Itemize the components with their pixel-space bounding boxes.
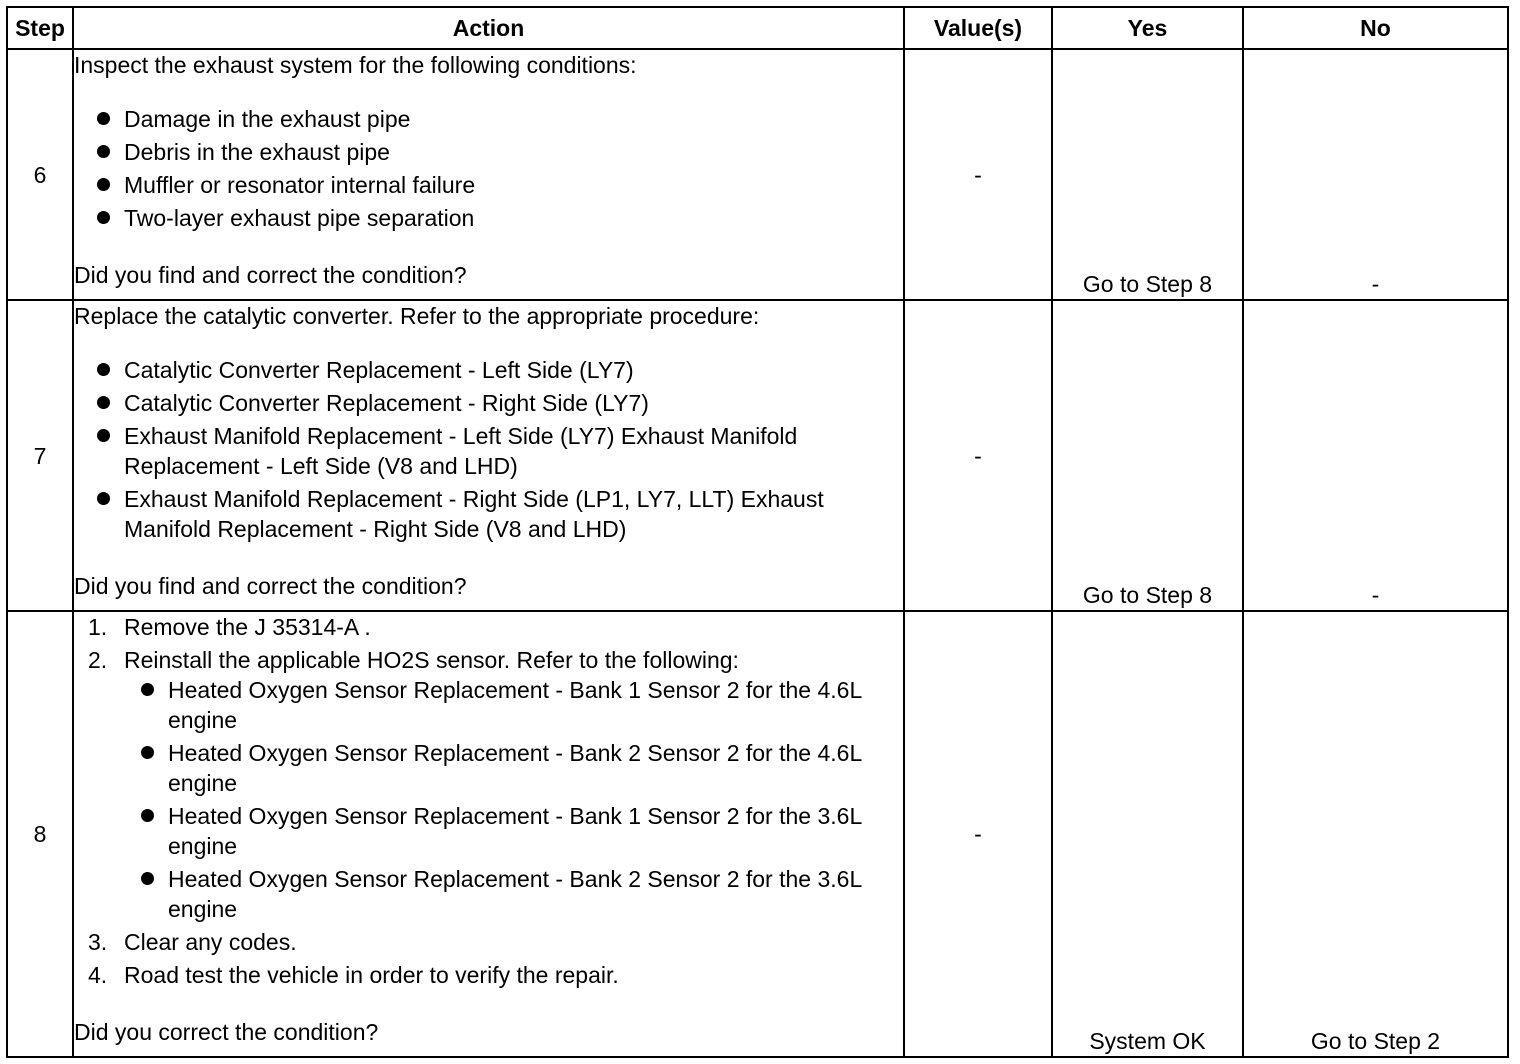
bullet-icon	[97, 112, 110, 125]
header-step: Step	[7, 7, 73, 49]
step-number: 6	[7, 49, 73, 300]
bullet-icon	[141, 683, 154, 696]
action-question: Did you find and correct the condition?	[74, 262, 467, 288]
header-values: Value(s)	[904, 7, 1052, 49]
header-action: Action	[73, 7, 904, 49]
list-item: Heated Oxygen Sensor Replacement - Bank 2 Sensor 2 for the 3.6L engine	[138, 864, 903, 924]
step-number: 8	[7, 611, 73, 1057]
action-question: Did you find and correct the condition?	[74, 573, 467, 599]
bullet-icon	[97, 145, 110, 158]
no-cell: Go to Step 2	[1243, 611, 1508, 1057]
value-cell: -	[904, 49, 1052, 300]
table-row-step-6	[7, 49, 1508, 300]
action-cell	[73, 49, 904, 300]
table-row-step-7	[7, 300, 1508, 611]
header-row	[7, 7, 1508, 49]
list-item: Catalytic Converter Replacement - Right Side (LY7)	[94, 388, 903, 418]
list-item: 3. Clear any codes.	[88, 929, 297, 955]
sensor-list	[124, 675, 903, 924]
action-intro: Replace the catalytic converter. Refer to the appropriate procedure:	[74, 303, 760, 329]
numbered-steps	[74, 612, 903, 990]
action-question: Did you correct the condition?	[74, 1019, 379, 1045]
action-cell	[73, 611, 904, 1057]
list-item: Heated Oxygen Sensor Replacement - Bank 2 Sensor 2 for the 4.6L engine	[138, 738, 903, 798]
procedure-list	[74, 355, 903, 544]
bullet-icon	[141, 809, 154, 822]
bullet-icon	[97, 396, 110, 409]
list-item: 2. Reinstall the applicable HO2S sensor. Refer to the following: Heated Oxygen Sensor Replacement - Bank 1 Sensor 2 for the 4.6L engine Heated Oxygen Sensor Replacement - Bank 2 Sensor 2 for the 4.6L engine Heated Oxygen Sensor Replacement - Bank 1 Sensor 2 for the 3.6L engine Heated Oxygen Sensor Replacement - Bank 2 Sensor 2 for the 3.6L engine	[88, 645, 903, 924]
no-cell: -	[1243, 300, 1508, 611]
bullet-icon	[141, 746, 154, 759]
bullet-icon	[97, 211, 110, 224]
table-row-step-8	[7, 611, 1508, 1057]
condition-list	[74, 104, 903, 233]
bullet-icon	[141, 872, 154, 885]
list-item: Heated Oxygen Sensor Replacement - Bank 1 Sensor 2 for the 3.6L engine	[138, 801, 903, 861]
list-item: Exhaust Manifold Replacement - Right Side (LP1, LY7, LLT) Exhaust Manifold Replacement - Right Side (V8 and LHD)	[94, 484, 903, 544]
list-item: 4. Road test the vehicle in order to verify the repair.	[88, 962, 619, 988]
bullet-icon	[97, 178, 110, 191]
list-item: Catalytic Converter Replacement - Left Side (LY7)	[94, 355, 903, 385]
diagnostic-table	[6, 6, 1509, 1058]
list-item: Exhaust Manifold Replacement - Left Side (LY7) Exhaust Manifold Replacement - Left Side (V8 and LHD)	[94, 421, 903, 481]
bullet-icon	[97, 429, 110, 442]
list-item: Debris in the exhaust pipe	[94, 137, 903, 167]
bullet-icon	[97, 492, 110, 505]
yes-cell: Go to Step 8	[1052, 49, 1243, 300]
bullet-icon	[97, 363, 110, 376]
no-cell: -	[1243, 49, 1508, 300]
action-cell	[73, 300, 904, 611]
value-cell: -	[904, 611, 1052, 1057]
yes-cell: Go to Step 8	[1052, 300, 1243, 611]
header-yes: Yes	[1052, 7, 1243, 49]
header-no: No	[1243, 7, 1508, 49]
list-item: Damage in the exhaust pipe	[94, 104, 903, 134]
list-item: Two-layer exhaust pipe separation	[94, 203, 903, 233]
list-item: Muffler or resonator internal failure	[94, 170, 903, 200]
step-number: 7	[7, 300, 73, 611]
yes-cell: System OK	[1052, 611, 1243, 1057]
action-intro: Inspect the exhaust system for the following conditions:	[74, 52, 637, 78]
list-item: Heated Oxygen Sensor Replacement - Bank 1 Sensor 2 for the 4.6L engine	[138, 675, 903, 735]
list-item: 1. Remove the J 35314-A .	[88, 614, 371, 640]
value-cell: -	[904, 300, 1052, 611]
